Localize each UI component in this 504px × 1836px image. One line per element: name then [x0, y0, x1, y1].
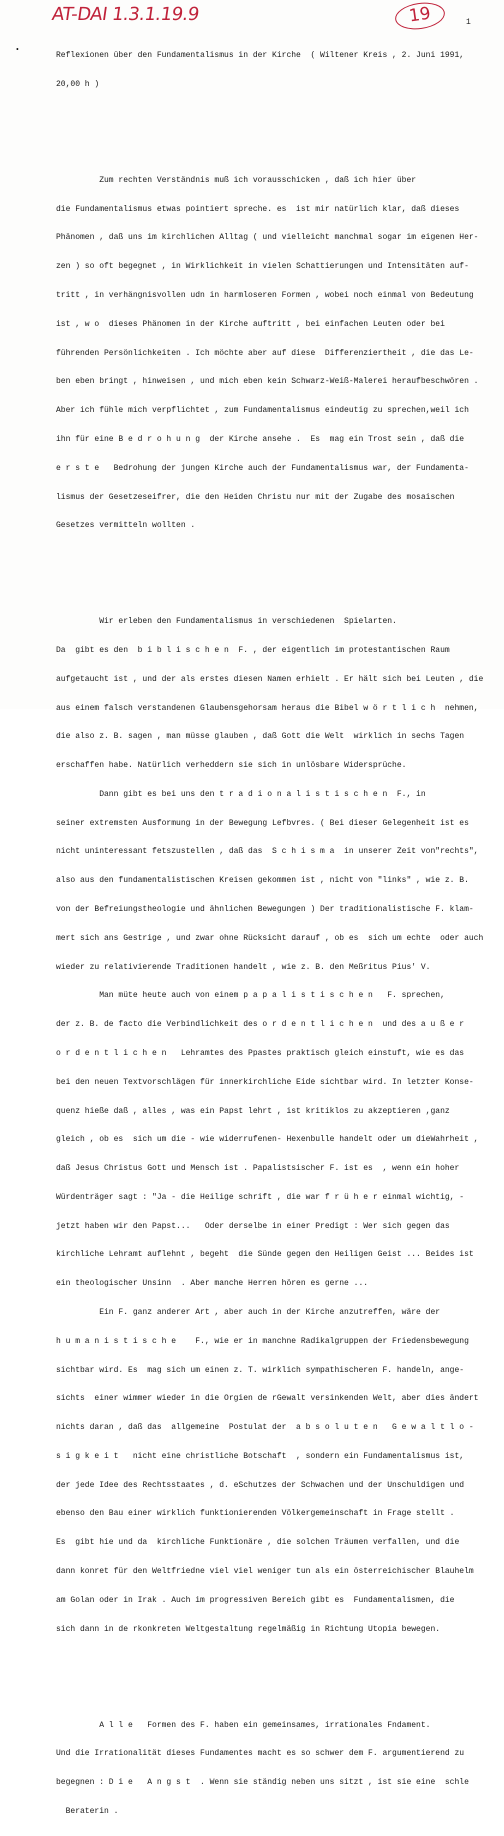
paragraph-line: aus einem falsch verstandenen Glaubensgehorsam heraus die Bibel w ö r t l i c h nehmen, [56, 703, 479, 713]
paragraph-line: Man müte heute auch von einem p a p a l i s t i s c h e n F. sprechen, [56, 991, 445, 1001]
paragraph-line: der z. B. de facto die Verbindlichkeit des o r d e n t l i c h e n und des a u ß e r [56, 1020, 465, 1030]
paragraph-line: Würdenträger sagt : "Ja - die Heilige schrift , die war f r ü h e r einmal wichtig, - [56, 1192, 465, 1202]
paragraph-line: dann konret für den Weltfriedne viel viel weniger tun als ein österreichischer Blauhelm [56, 1567, 474, 1576]
paragraph-line: Da gibt es den b i b l i s c h e n F. , der eigentlich im protestantischen Raum [56, 646, 450, 655]
paragraph-line: erschaffen habe. Natürlich verheddern sie sich in unlösbare Widersprüche. [56, 761, 407, 771]
paragraph-line: ist , w o dieses Phänomen in der Kirche auftritt , bei einfachen Leuten oder bei [56, 319, 445, 329]
document-body [56, 32, 496, 1836]
paragraph-line: aufgetaucht ist , und der als erstes diesen Namen erhielt . Er hält sich bei Leuten , die [56, 674, 484, 684]
paragraph-line: die Fundamentalismus etwas pointiert spreche. es ist mir natürlich klar, daß dieses [56, 204, 460, 214]
paragraph-line: wieder zu relativierende Traditionen handelt , wie z. B. den Meßritus Pius' V. [56, 962, 431, 972]
paragraph-line: A l l e Formen des F. haben ein gemeinsames, irrationales Fndament. [56, 1720, 431, 1730]
paragraph-line: ein theologischer Unsinn . Aber manche Herren hören es gerne ... [56, 1279, 369, 1289]
paragraph-line: die also z. B. sagen , man müsse glauben , daß Gott die Welt wirklich in sechs Tagen [56, 732, 465, 742]
paragraph-line: begegnen : D i e A n g s t . Wenn sie ständig neben uns sitzt , ist sie eine schle [56, 1778, 469, 1788]
paragraph-line: der jede Idee des Rechtsstaates , d. eSchutzes der Schwachen und der Unschuldigen und [56, 1480, 465, 1490]
page-number: 1 [466, 18, 471, 27]
paragraph-line: sich dann in de rkonkreten Weltgestaltung regelmäßig in Richtung Utopia bewegen. [56, 1624, 441, 1634]
header-line: 20,00 h ) [56, 79, 100, 89]
paragraph-line: ben eben bringt , hinweisen , und mich eben kein Schwarz-Weiß-Malerei heraufbeschwören . [56, 377, 479, 387]
paragraph-line: am Golan oder in Irak . Auch im progressiven Bereich gibt es Fundamentalismen, die [56, 1595, 455, 1605]
header-line: Reflexionen über den Fundamentalismus in der Kirche ( Wiltener Kreis , 2. Juni 1991, [56, 51, 465, 61]
paragraph-line: zen ) so oft begegnet , in Wirklichkeit in vielen Schattierungen und Intensitäten auf- [56, 262, 469, 272]
paragraph-line: bei den neuen Textvorschlägen für innerkirchliche Eide sichtbar wird. In letzter Konse- [56, 1077, 474, 1087]
paragraph-line: mert sich ans Gestrige , und zwar ohne Rücksicht darauf , ob es sich um echte oder auch [56, 933, 484, 943]
paragraph-line: Und die Irrationalität dieses Fundamentes macht es so schwer dem F. argumentierend zu [56, 1749, 465, 1759]
paragraph-line: lismus der Gesetzeseifrer, die den Heiden Christu nur mit der Zugabe des mosaischen [56, 492, 455, 502]
paragraph-line: daß Jesus Christus Gott und Mensch ist . Papalistsischer F. ist es , wenn ein hoher [56, 1164, 460, 1174]
paragraph-line: Gesetzes vermitteln wollten . [56, 521, 196, 531]
paragraph-line: von der Befreiungstheologie und ähnlichen Bewegungen ) Der traditionalistische F. klam- [56, 905, 474, 915]
circled-page-number-stamp [393, 0, 446, 32]
paragraph-line: Es gibt hie und da kirchliche Funktionäre , die solchen Träumen verfallen, und die [56, 1538, 460, 1548]
paragraph-line: ebenso den Bau einer wirklich funktionierenden Völkergemeinschaft in Frage stellt . [56, 1509, 455, 1519]
paragraph-line: Dann gibt es bei uns den t r a d i o n a l i s t i s c h e n F., in [56, 789, 426, 799]
paragraph-line: Aber ich fühle mich verpflichtet , zum Fundamentalismus eindeutig zu sprechen,weil ich [56, 406, 469, 416]
paragraph-line: e r s t e Bedrohung der jungen Kirche auch der Fundamentalismus war, der Fundamenta- [56, 463, 469, 473]
paragraph-line: sichts einer wimmer wieder in die Orgien de rGewalt versinkenden Welt, aber dies ändert [56, 1394, 479, 1404]
paragraph-line: Zum rechten Verständnis muß ich vorausschicken , daß ich hier über [56, 175, 417, 185]
margin-bullet: • [16, 45, 19, 54]
paragraph-line: sichtbar wird. Es mag sich um einen z. T. wirklich sympathischeren F. handeln, ange- [56, 1365, 465, 1375]
paragraph-line: nicht uninteressant fetszustellen , daß das S c h i s m a in unserer Zeit von"rechts", [56, 847, 479, 857]
paragraph-line: nichts daran , daß das allgemeine Postulat der a b s o l u t e n G e w a l t l o - [56, 1423, 474, 1433]
paragraph-line: kirchliche Lehramt auflehnt , begeht die Sünde gegen den Heiligen Geist ... Beides ist [56, 1250, 474, 1260]
paragraph-line: Phänomen , daß uns im kirchlichen Alltag ( und vielleicht manchmal sogar im eigenen Her- [56, 233, 479, 243]
paragraph-line: also aus den fundamentalistischen Kreisen gekommen ist , nicht von "links" , wie z. B. [56, 876, 469, 886]
archive-id-handwritten: AT-DAI 1.3.1.19.9 [50, 4, 201, 25]
paragraph-line: Wir erleben den Fundamentalismus in verschiedenen Spielarten. [56, 617, 397, 627]
stamp-number: 19 [407, 3, 432, 27]
paragraph-line: s i g k e i t nicht eine christliche Botschaft , sondern ein Fundamentalismus ist, [56, 1451, 465, 1461]
paragraph-line: führenden Persönlichkeiten . Ich möchte aber auf diese Differenziertheit , die das Le- [56, 348, 474, 358]
paragraph-line: Beraterin . [56, 1806, 119, 1816]
paragraph-line: tritt , in verhängnisvollen udn in harmloseren Formen , wobei noch einmal von Bedeutung [56, 291, 474, 301]
paragraph-line: h u m a n i s t i s c h e F., wie er in manchne Radikalgruppen der Friedensbewegung [56, 1336, 469, 1346]
paragraph-line: o r d e n t l i c h e n Lehramtes des Ppastes praktisch gleich einstuft, wie es das [56, 1048, 465, 1058]
paragraph-line: jetzt haben wir den Papst... Oder derselbe in einer Predigt : Wer sich gegen das [56, 1221, 450, 1231]
paragraph-line: ihn für eine B e d r o h u n g der Kirche ansehe . Es mag ein Trost sein , daß die [56, 434, 465, 444]
paragraph-line: seiner extremsten Ausformung in der Bewegung Lefbvres. ( Bei dieser Gelegenheit ist es [56, 818, 469, 828]
paragraph-line: Ein F. ganz anderer Art , aber auch in der Kirche anzutreffen, wäre der [56, 1307, 441, 1317]
paragraph-line: gleich , ob es sich um die - wie widerrufenen- Hexenbulle handelt oder um dieWahrheit , [56, 1135, 479, 1145]
paragraph-line: quenz hieße daß , alles , was ein Papst lehrt , ist kritiklos zu akzeptieren ,ganz [56, 1106, 450, 1116]
